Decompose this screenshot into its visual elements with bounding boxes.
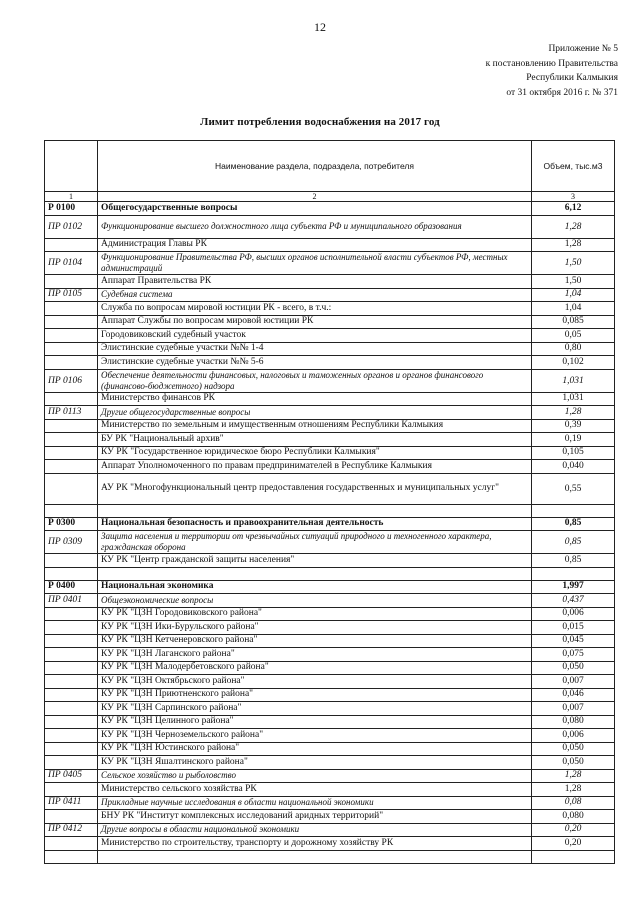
table-body: [45, 141, 615, 864]
row-volume: 0,105: [532, 446, 615, 460]
row-code: [45, 688, 98, 702]
row-volume: 0,040: [532, 460, 615, 474]
row-code: [45, 783, 98, 797]
table-row: [45, 715, 615, 729]
row-code: [45, 742, 98, 756]
row-name: БНУ РК "Институт комплексных исследований аридных территорий": [98, 810, 532, 824]
row-name: КУ РК "ЦЗН Октябрьского района": [98, 675, 532, 689]
table-row: [45, 621, 615, 635]
row-volume: 1,50: [532, 252, 615, 275]
column-number-3: 3: [532, 192, 615, 202]
row-name: КУ РК "ЦЗН Целинного района": [98, 715, 532, 729]
row-code: [45, 275, 98, 289]
row-code: [45, 850, 98, 863]
table-row: [45, 342, 615, 356]
row-code: Р 0400: [45, 580, 98, 594]
table-row: [45, 567, 615, 580]
row-code: [45, 329, 98, 343]
row-name: Другие вопросы в области национальной экономики: [98, 823, 532, 837]
column-number-row: [45, 192, 615, 202]
row-volume: [532, 850, 615, 863]
table-row: [45, 460, 615, 474]
row-code: [45, 446, 98, 460]
row-name: Общегосударственные вопросы: [98, 202, 532, 216]
row-code: [45, 433, 98, 447]
row-name: КУ РК "ЦЗН Лаганского района": [98, 648, 532, 662]
row-volume: 0,006: [532, 607, 615, 621]
table-row: [45, 238, 615, 252]
row-volume: 0,102: [532, 356, 615, 370]
row-volume: 0,55: [532, 473, 615, 504]
row-name: [98, 567, 532, 580]
row-code: ПР 0405: [45, 769, 98, 783]
row-name: Судебная система: [98, 288, 532, 302]
row-name: [98, 504, 532, 517]
table-row: [45, 607, 615, 621]
row-code: [45, 315, 98, 329]
row-name: Общеэкономические вопросы: [98, 594, 532, 608]
row-name: Служба по вопросам мировой юстиции РК - всего, в т.ч.:: [98, 302, 532, 316]
row-volume: 1,28: [532, 783, 615, 797]
row-volume: 0,19: [532, 433, 615, 447]
row-code: ПР 0401: [45, 594, 98, 608]
table-row: [45, 419, 615, 433]
row-name: Министерство сельского хозяйства РК: [98, 783, 532, 797]
row-name: КУ РК "ЦЗН Приютненского района": [98, 688, 532, 702]
row-code: [45, 837, 98, 851]
row-code: [45, 473, 98, 504]
row-name: КУ РК "ЦЗН Городовиковского района": [98, 607, 532, 621]
water-limit-table: [44, 140, 615, 864]
row-name: Прикладные научные исследования в области национальной экономики: [98, 796, 532, 810]
row-name: Национальная экономика: [98, 580, 532, 594]
row-volume: 0,20: [532, 823, 615, 837]
table-row: [45, 756, 615, 770]
row-code: ПР 0411: [45, 796, 98, 810]
row-code: [45, 634, 98, 648]
row-code: [45, 621, 98, 635]
row-code: [45, 810, 98, 824]
row-volume: 1,997: [532, 580, 615, 594]
row-code: [45, 419, 98, 433]
row-name: БУ РК "Национальный архив": [98, 433, 532, 447]
row-name: Функционирование высшего должностного лица субъекта РФ и муниципального образования: [98, 215, 532, 238]
table-row: [45, 406, 615, 420]
table-row: [45, 837, 615, 851]
row-volume: 0,39: [532, 419, 615, 433]
row-volume: [532, 504, 615, 517]
row-code: [45, 238, 98, 252]
header-volume: Объем, тыс.м3: [532, 141, 615, 192]
row-name: КУ РК "ЦЗН Юстинского района": [98, 742, 532, 756]
row-volume: 0,080: [532, 715, 615, 729]
row-volume: 0,05: [532, 329, 615, 343]
row-code: ПР 0104: [45, 252, 98, 275]
row-code: ПР 0412: [45, 823, 98, 837]
row-code: ПР 0113: [45, 406, 98, 420]
row-code: [45, 715, 98, 729]
table-header-row: [45, 141, 615, 192]
row-name: КУ РК "ЦЗН Сарпинского района": [98, 702, 532, 716]
appendix-line-2: к постановлению Правительства: [485, 58, 618, 69]
row-name: [98, 850, 532, 863]
row-volume: 0,20: [532, 837, 615, 851]
table-row: [45, 504, 615, 517]
table-row: [45, 275, 615, 289]
row-code: [45, 648, 98, 662]
table-row: [45, 369, 615, 392]
row-volume: 1,28: [532, 215, 615, 238]
row-name: КУ РК "ЦЗН Кетченеровского района": [98, 634, 532, 648]
row-name: Национальная безопасность и правоохранительная деятельность: [98, 517, 532, 531]
table-row: [45, 202, 615, 216]
table-row: [45, 517, 615, 531]
row-volume: 0,085: [532, 315, 615, 329]
row-name: Защита населения и территории от чрезвычайных ситуаций природного и техногенного характера, гражданская оборона: [98, 531, 532, 554]
row-volume: 0,007: [532, 702, 615, 716]
row-name: Обеспечение деятельности финансовых, налоговых и таможенных органов и органов финансового (финансово-бюджетного) надзора: [98, 369, 532, 392]
row-volume: 1,031: [532, 369, 615, 392]
table-row: [45, 675, 615, 689]
row-code: [45, 342, 98, 356]
row-name: КУ РК "ЦЗН Малодербетовского района": [98, 661, 532, 675]
row-code: ПР 0105: [45, 288, 98, 302]
table-row: [45, 769, 615, 783]
row-volume: 1,031: [532, 392, 615, 406]
row-volume: 0,85: [532, 517, 615, 531]
row-name: Сельское хозяйство и рыболовство: [98, 769, 532, 783]
table-row: [45, 810, 615, 824]
row-name: Аппарат Правительства РК: [98, 275, 532, 289]
row-volume: 0,85: [532, 531, 615, 554]
row-volume: 0,015: [532, 621, 615, 635]
table-row: [45, 688, 615, 702]
table-row: [45, 850, 615, 863]
appendix-block: [486, 42, 618, 100]
row-volume: 0,050: [532, 742, 615, 756]
row-volume: 6,12: [532, 202, 615, 216]
table-row: [45, 288, 615, 302]
table-row: [45, 661, 615, 675]
table-row: [45, 446, 615, 460]
row-volume: 0,08: [532, 796, 615, 810]
row-code: [45, 675, 98, 689]
table-row: [45, 252, 615, 275]
row-code: ПР 0309: [45, 531, 98, 554]
row-name: Городовиковский судебный участок: [98, 329, 532, 343]
row-code: [45, 702, 98, 716]
document-title: Лимит потребления водоснабжения на 2017 год: [200, 116, 440, 128]
row-code: [45, 504, 98, 517]
row-volume: 0,045: [532, 634, 615, 648]
table-row: [45, 594, 615, 608]
row-name: КУ РК "Центр гражданской защиты населения": [98, 554, 532, 568]
row-name: Другие общегосударственные вопросы: [98, 406, 532, 420]
row-volume: 0,046: [532, 688, 615, 702]
table-row: [45, 783, 615, 797]
row-name: Администрация Главы РК: [98, 238, 532, 252]
row-name: Элистинские судебные участки №№ 5-6: [98, 356, 532, 370]
table-row: [45, 302, 615, 316]
row-volume: 0,437: [532, 594, 615, 608]
page-number: 12: [314, 20, 326, 34]
row-code: [45, 661, 98, 675]
table-row: [45, 634, 615, 648]
table-row: [45, 356, 615, 370]
row-name: Элистинские судебные участки №№ 1-4: [98, 342, 532, 356]
row-code: [45, 392, 98, 406]
row-volume: 1,04: [532, 302, 615, 316]
table-row: [45, 702, 615, 716]
column-number-1: 1: [45, 192, 98, 202]
row-volume: 0,050: [532, 661, 615, 675]
row-code: [45, 607, 98, 621]
row-name: Министерство по строительству, транспорту и дорожному хозяйству РК: [98, 837, 532, 851]
row-code: [45, 756, 98, 770]
table-row: [45, 315, 615, 329]
header-name: Наименование раздела, подраздела, потребителя: [98, 141, 532, 192]
column-number-2: 2: [98, 192, 532, 202]
table-row: [45, 329, 615, 343]
row-code: Р 0300: [45, 517, 98, 531]
row-name: КУ РК "ЦЗН Черноземельского района": [98, 729, 532, 743]
row-volume: 1,28: [532, 769, 615, 783]
row-code: Р 0100: [45, 202, 98, 216]
table-row: [45, 729, 615, 743]
table-row: [45, 215, 615, 238]
row-code: [45, 356, 98, 370]
row-code: [45, 729, 98, 743]
table-row: [45, 554, 615, 568]
appendix-line-3: Республики Калмыкия: [526, 73, 618, 83]
row-name: Аппарат Уполномоченного по правам предпринимателей в Республике Калмыкия: [98, 460, 532, 474]
row-name: КУ РК "Государственное юридическое бюро Республики Калмыкия": [98, 446, 532, 460]
row-code: [45, 567, 98, 580]
row-volume: 0,007: [532, 675, 615, 689]
table-row: [45, 433, 615, 447]
table-row: [45, 392, 615, 406]
table-row: [45, 796, 615, 810]
row-code: ПР 0102: [45, 215, 98, 238]
row-volume: 0,050: [532, 756, 615, 770]
table-row: [45, 473, 615, 504]
row-code: [45, 302, 98, 316]
table-row: [45, 580, 615, 594]
row-volume: 0,80: [532, 342, 615, 356]
row-code: [45, 554, 98, 568]
header-code: [45, 141, 98, 192]
table-row: [45, 742, 615, 756]
row-name: Министерство финансов РК: [98, 392, 532, 406]
row-name: КУ РК "ЦЗН Ики-Бурульского района": [98, 621, 532, 635]
row-volume: 0,080: [532, 810, 615, 824]
row-volume: 1,28: [532, 406, 615, 420]
table-row: [45, 648, 615, 662]
row-name: КУ РК "ЦЗН Яшалтинского района": [98, 756, 532, 770]
table-row: [45, 823, 615, 837]
row-volume: 1,50: [532, 275, 615, 289]
row-name: Министерство по земельным и имущественным отношениям Республики Калмыкия: [98, 419, 532, 433]
row-name: АУ РК "Многофункциональный центр предоставления государственных и муниципальных услуг": [98, 473, 532, 504]
table-row: [45, 531, 615, 554]
row-code: ПР 0106: [45, 369, 98, 392]
appendix-line-1: Приложение № 5: [548, 44, 618, 54]
row-volume: [532, 567, 615, 580]
row-volume: 0,006: [532, 729, 615, 743]
row-volume: 1,04: [532, 288, 615, 302]
row-volume: 1,28: [532, 238, 615, 252]
row-code: [45, 460, 98, 474]
row-name: Функционирование Правительства РФ, высших органов исполнительной власти субъектов РФ, местных администраций: [98, 252, 532, 275]
row-name: Аппарат Службы по вопросам мировой юстиции РК: [98, 315, 532, 329]
appendix-line-4: от 31 октября 2016 г. № 371: [506, 87, 618, 98]
row-volume: 0,075: [532, 648, 615, 662]
row-volume: 0,85: [532, 554, 615, 568]
